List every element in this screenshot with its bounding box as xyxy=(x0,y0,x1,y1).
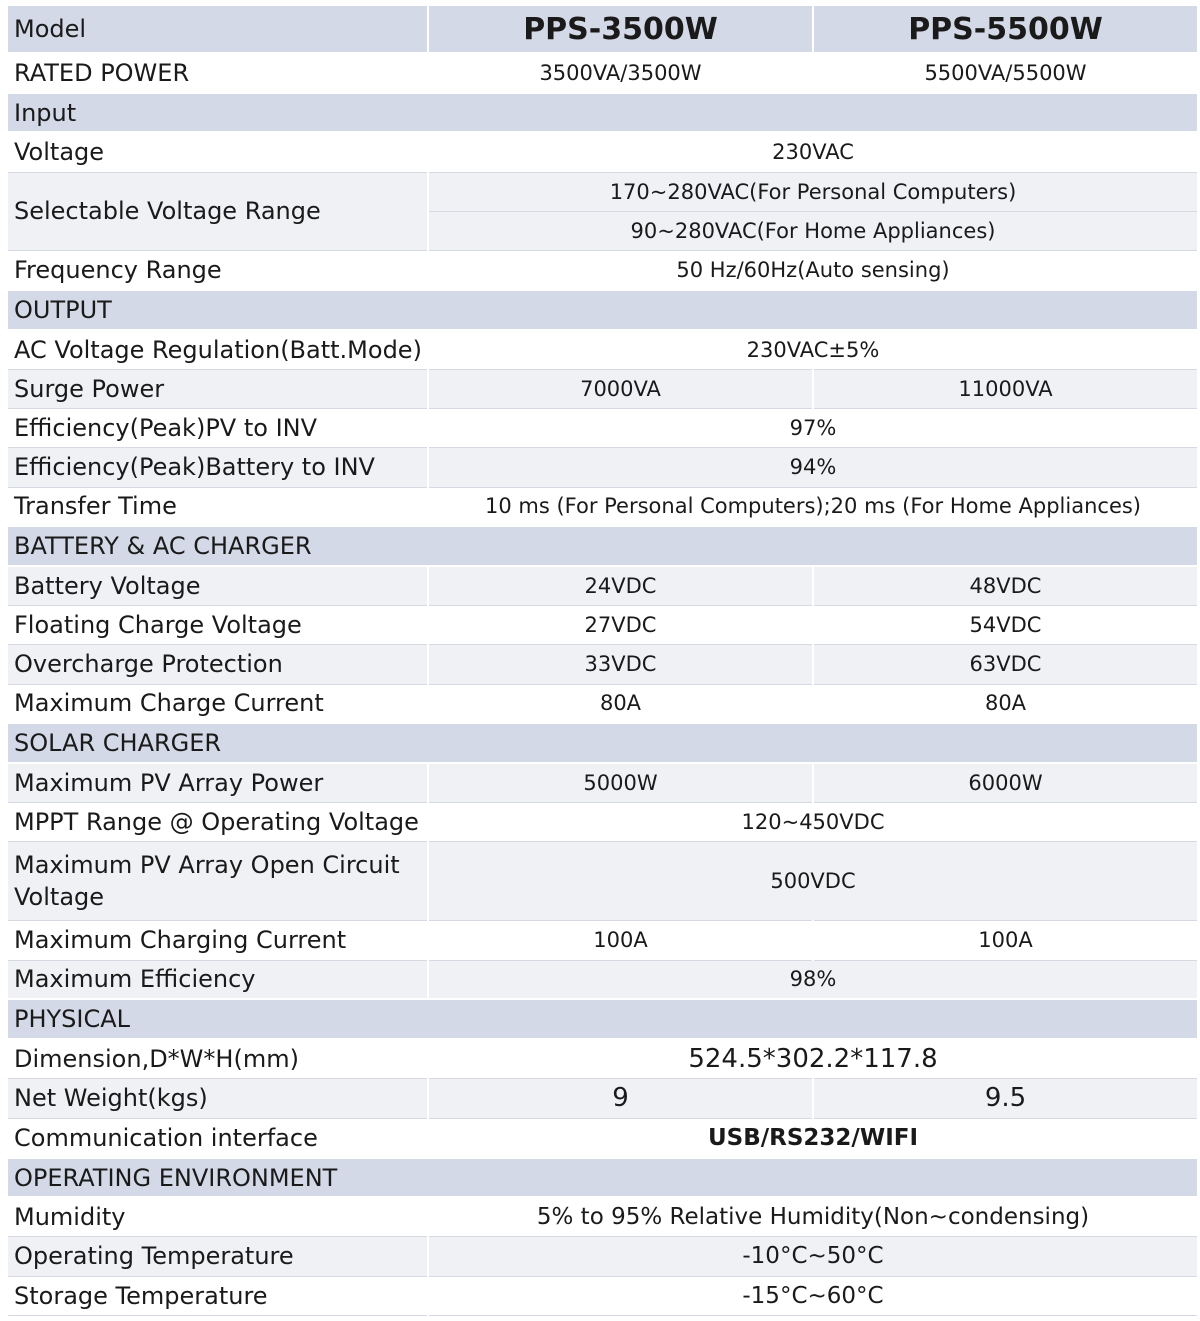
table-row xyxy=(7,960,1198,999)
table-row xyxy=(7,1039,1198,1078)
section-title: SOLAR CHARGER xyxy=(7,723,1198,763)
table-row xyxy=(7,172,1198,211)
value-b: 5500VA/5500W xyxy=(813,53,1198,93)
header-row xyxy=(7,5,1198,53)
section-row-output xyxy=(7,290,1198,330)
table-row xyxy=(7,1078,1198,1118)
section-title: OPERATING ENVIRONMENT xyxy=(7,1158,1198,1197)
table-row xyxy=(7,802,1198,841)
table-row xyxy=(7,1197,1198,1236)
row-label: AC Voltage Regulation(Batt.Mode) xyxy=(7,330,428,369)
value-b: 54VDC xyxy=(813,605,1198,644)
value-a: 5000W xyxy=(428,763,813,802)
table-row xyxy=(7,920,1198,960)
row-label: Efficiency(Peak)PV to INV xyxy=(7,408,428,447)
value-shared: 50 Hz/60Hz(Auto sensing) xyxy=(428,250,1198,290)
value-b: 6000W xyxy=(813,763,1198,802)
row-label: Maximum PV Array Power xyxy=(7,763,428,802)
table-row xyxy=(7,53,1198,93)
value-b: 100A xyxy=(813,920,1198,960)
table-row xyxy=(7,250,1198,290)
table-row xyxy=(7,487,1198,526)
value-shared: 10 ms (For Personal Computers);20 ms (For Home Appliances) xyxy=(428,487,1198,526)
row-label: RATED POWER xyxy=(7,53,428,93)
row-label: Maximum PV Array Open Circuit Voltage xyxy=(7,841,428,920)
table-row xyxy=(7,447,1198,487)
value-a: 80A xyxy=(428,684,813,723)
table-row xyxy=(7,1118,1198,1158)
row-label: Surge Power xyxy=(7,369,428,408)
table-row xyxy=(7,763,1198,802)
value-b: 63VDC xyxy=(813,644,1198,684)
table-row xyxy=(7,566,1198,605)
section-row-solar xyxy=(7,723,1198,763)
table-row xyxy=(7,330,1198,369)
value-shared: 97% xyxy=(428,408,1198,447)
section-title: OUTPUT xyxy=(7,290,1198,330)
row-label: Efficiency(Peak)Battery to INV xyxy=(7,447,428,487)
value-shared: -15°C~60°C xyxy=(428,1276,1198,1315)
value-a: 33VDC xyxy=(428,644,813,684)
value-shared: 90~280VAC(For Home Appliances) xyxy=(428,211,1198,250)
value-a: 24VDC xyxy=(428,566,813,605)
table-row xyxy=(7,132,1198,172)
value-shared: 230VAC xyxy=(428,132,1198,172)
row-label: Dimension,D*W*H(mm) xyxy=(7,1039,428,1078)
value-a: 9 xyxy=(428,1078,813,1118)
model-a-header: PPS-3500W xyxy=(428,5,813,53)
value-shared: 120~450VDC xyxy=(428,802,1198,841)
spec-table xyxy=(6,4,1199,1316)
value-shared: USB/RS232/WIFI xyxy=(428,1118,1198,1158)
section-title: Input xyxy=(7,93,1198,132)
table-row xyxy=(7,408,1198,447)
value-shared: 500VDC xyxy=(428,841,1198,920)
value-b: 48VDC xyxy=(813,566,1198,605)
table-row xyxy=(7,1276,1198,1315)
table-row xyxy=(7,644,1198,684)
row-label: Overcharge Protection xyxy=(7,644,428,684)
row-label: Maximum Efficiency xyxy=(7,960,428,999)
table-row xyxy=(7,605,1198,644)
value-shared: 524.5*302.2*117.8 xyxy=(428,1039,1198,1078)
row-label: Net Weight(kgs) xyxy=(7,1078,428,1118)
row-label: Transfer Time xyxy=(7,487,428,526)
value-shared: 94% xyxy=(428,447,1198,487)
model-label: Model xyxy=(7,5,428,53)
row-label: Communication interface xyxy=(7,1118,428,1158)
row-label: MPPT Range @ Operating Voltage xyxy=(7,802,428,841)
value-shared: 5% to 95% Relative Humidity(Non~condensing) xyxy=(428,1197,1198,1236)
table-row xyxy=(7,684,1198,723)
row-label: Voltage xyxy=(7,132,428,172)
section-row-physical xyxy=(7,999,1198,1039)
row-label: Battery Voltage xyxy=(7,566,428,605)
row-label: Operating Temperature xyxy=(7,1236,428,1276)
section-title: BATTERY & AC CHARGER xyxy=(7,526,1198,566)
row-label: Storage Temperature xyxy=(7,1276,428,1315)
value-b: 9.5 xyxy=(813,1078,1198,1118)
section-row-battery xyxy=(7,526,1198,566)
value-shared: 230VAC±5% xyxy=(428,330,1198,369)
value-a: 7000VA xyxy=(428,369,813,408)
value-b: 80A xyxy=(813,684,1198,723)
value-shared: 98% xyxy=(428,960,1198,999)
section-row-environment xyxy=(7,1158,1198,1197)
value-a: 3500VA/3500W xyxy=(428,53,813,93)
row-label: Maximum Charging Current xyxy=(7,920,428,960)
row-label: Frequency Range xyxy=(7,250,428,290)
row-label: Selectable Voltage Range xyxy=(7,172,428,250)
value-a: 100A xyxy=(428,920,813,960)
value-shared: -10°C~50°C xyxy=(428,1236,1198,1276)
value-a: 27VDC xyxy=(428,605,813,644)
value-shared: 170~280VAC(For Personal Computers) xyxy=(428,172,1198,211)
value-b: 11000VA xyxy=(813,369,1198,408)
table-row xyxy=(7,1236,1198,1276)
row-label: Mumidity xyxy=(7,1197,428,1236)
table-row xyxy=(7,841,1198,920)
section-row-input xyxy=(7,93,1198,132)
model-b-header: PPS-5500W xyxy=(813,5,1198,53)
row-label: Floating Charge Voltage xyxy=(7,605,428,644)
table-row xyxy=(7,369,1198,408)
section-title: PHYSICAL xyxy=(7,999,1198,1039)
row-label: Maximum Charge Current xyxy=(7,684,428,723)
